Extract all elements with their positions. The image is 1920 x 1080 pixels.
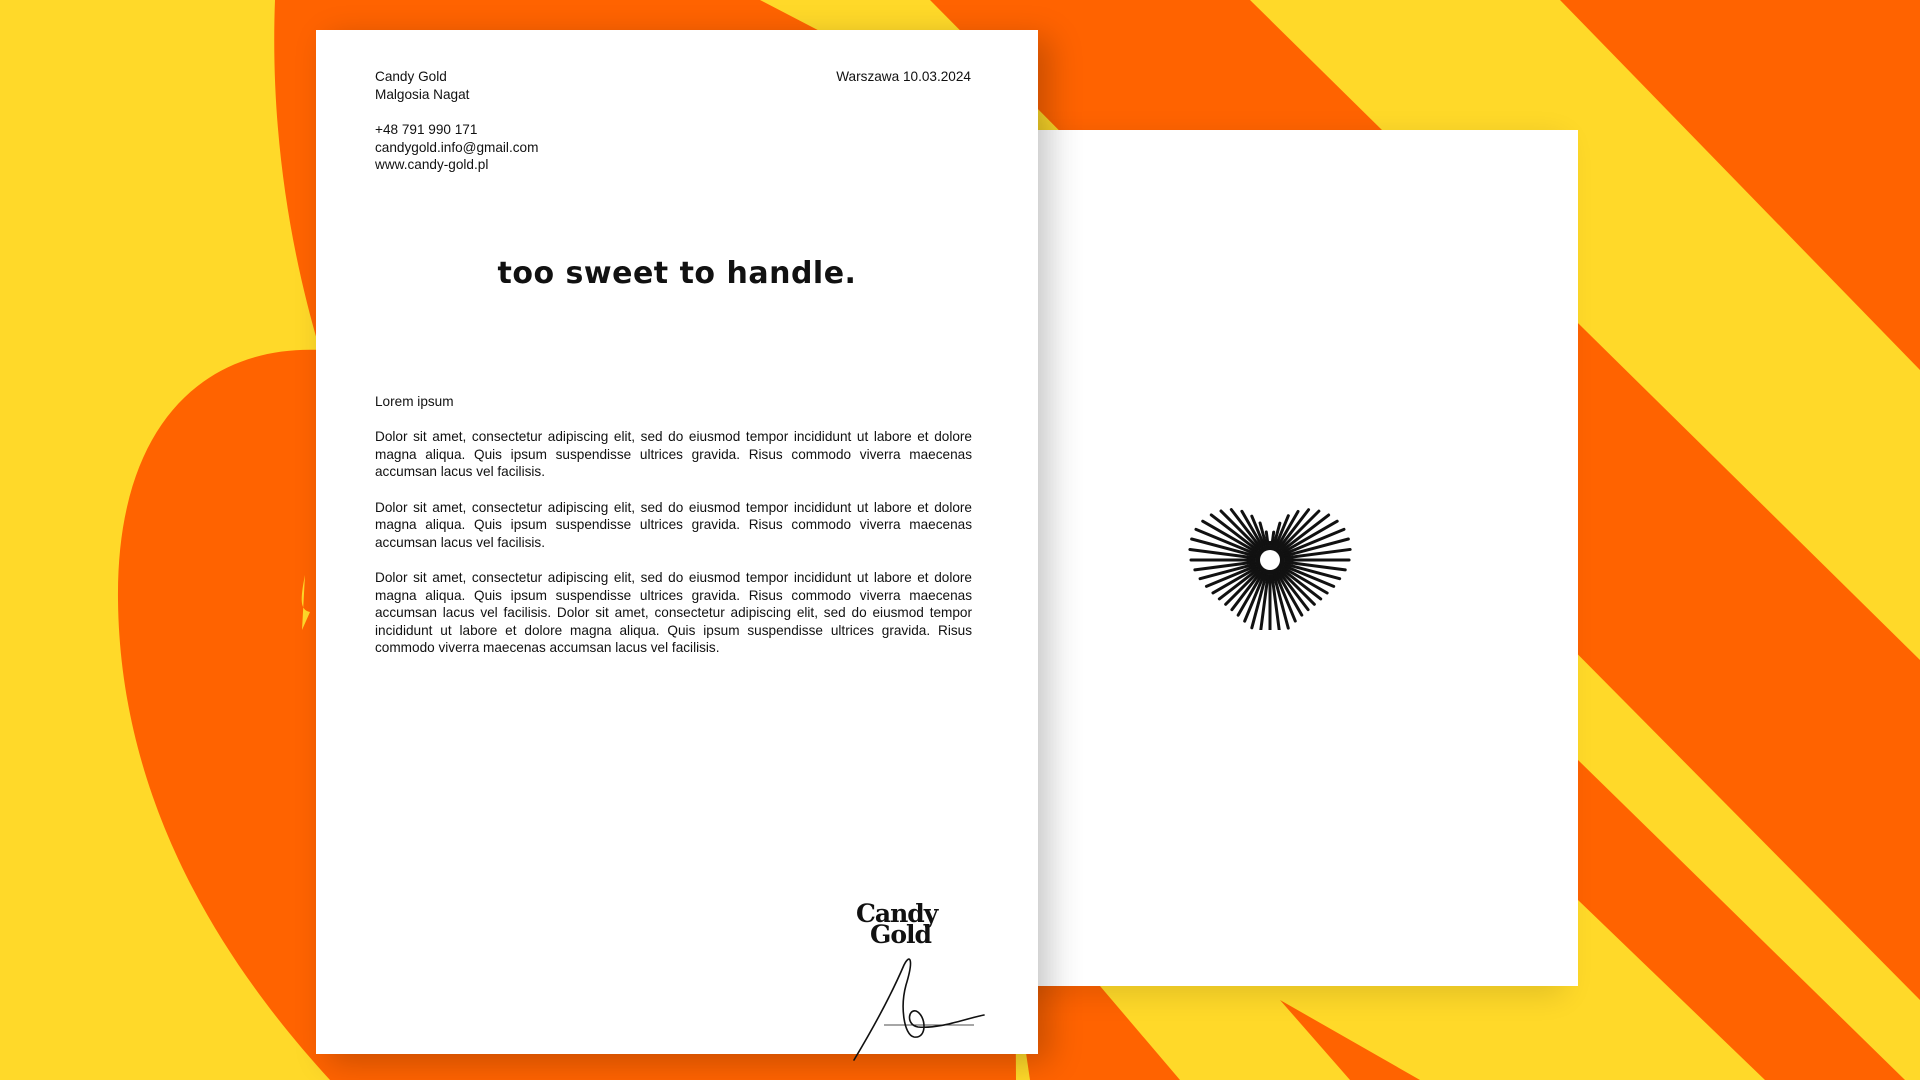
heart-center-hole (1260, 550, 1280, 570)
logo-line-2: Gold (870, 920, 932, 949)
sender-block (375, 68, 469, 103)
logo-line-1: Candy (856, 899, 938, 928)
candy-gold-logo (856, 899, 986, 949)
body-paragraph: Dolor sit amet, consectetur adipiscing elit, sed do eiusmod tempor incididunt ut labore et dolore magna aliqua. Quis ipsum suspendisse ultrices gravida. Risus commodo viverra maecenas accumsan lacus vel facilisis. (375, 499, 972, 550)
heart-ray (1266, 532, 1268, 544)
handwritten-signature (844, 945, 994, 1065)
letter-body (375, 393, 972, 675)
tagline: too sweet to handle. (497, 256, 857, 291)
website-url: www.candy-gold.pl (375, 157, 489, 173)
body-paragraph: Dolor sit amet, consectetur adipiscing elit, sed do eiusmod tempor incididunt ut labore et dolore magna aliqua. Quis ipsum suspendisse ultrices gravida. Risus commodo viverra maecenas accumsan lacus vel facilisis. (375, 429, 972, 480)
contact-block (375, 121, 538, 174)
logo-wordmark (856, 899, 986, 949)
sender-name: Candy Gold (375, 69, 447, 84)
body-paragraph: Dolor sit amet, consectetur adipiscing elit, sed do eiusmod tempor incididunt ut labore et dolore magna aliqua. Quis ipsum suspendisse ultrices gravida. Risus commodo viverra maecenas accumsan lacus vel facilisis. Dolor sit amet, consectetur adipiscing elit, sed do eiusmod tempor incididunt ut labore et dolore magna aliqua. Quis ipsum suspendisse ultrices gravida. Risus commodo viverra maecenas accumsan lacus vel facilisis. (375, 569, 972, 656)
body-title: Lorem ipsum (375, 394, 454, 409)
letter-date: Warszawa 10.03.2024 (836, 69, 971, 84)
email-address: candygold.info@gmail.com (375, 139, 539, 155)
phone-number: +48 791 990 171 (375, 122, 478, 137)
heart-sunburst-icon (1180, 490, 1360, 630)
letterhead-sheet (316, 30, 1038, 1054)
sender-person: Malgosia Nagat (375, 86, 470, 102)
